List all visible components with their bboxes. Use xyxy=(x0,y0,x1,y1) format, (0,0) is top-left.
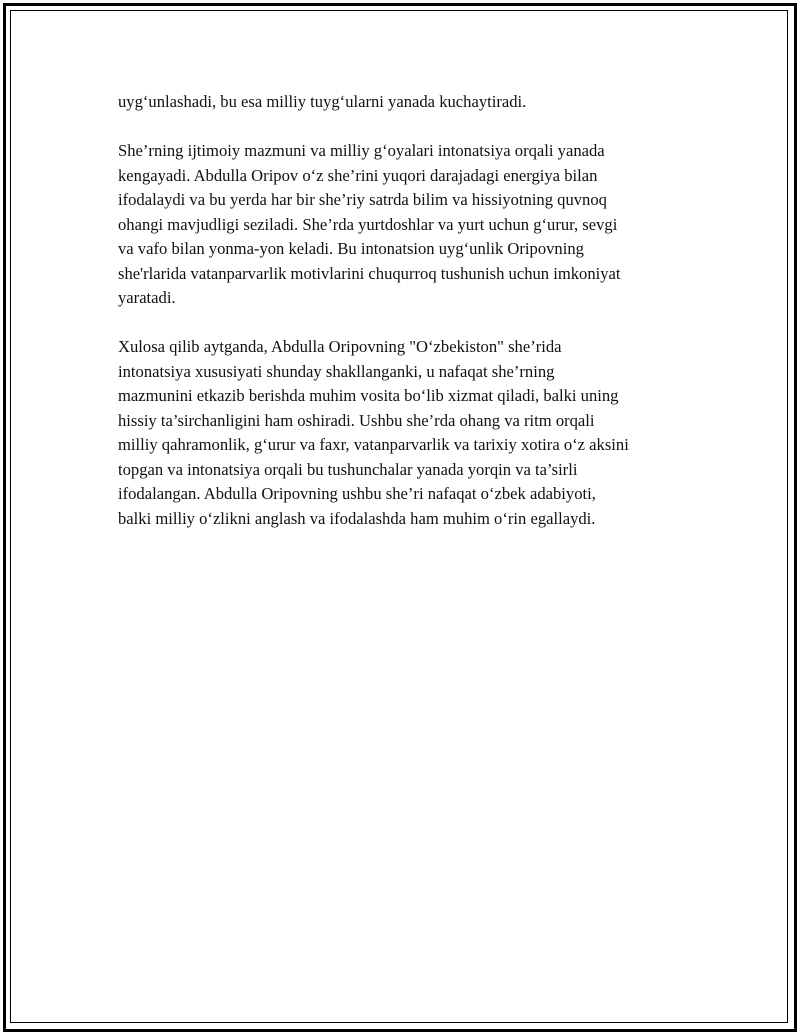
paragraph-1 xyxy=(118,90,698,115)
paragraph-line: va vafo bilan yonma-yon keladi. Bu intonatsion uyg‘unlik Oripovning xyxy=(118,239,584,258)
paragraph-line: She’rning ijtimoiy mazmuni va milliy g‘oyalari intonatsiya orqali yanada xyxy=(118,141,605,160)
paragraph-2 xyxy=(118,139,698,311)
paragraph-line: intonatsiya xususiyati shunday shakllanganki, u nafaqat she’rning xyxy=(118,361,555,381)
paragraph-line: Xulosa qilib aytganda, Abdulla Oripovning "O‘zbekiston" she’rida xyxy=(118,337,562,356)
paragraph-line: balki milliy o‘zlikni anglash va ifodalashda ham muhim o‘rin egallaydi. xyxy=(118,508,596,528)
paragraph-3 xyxy=(118,335,698,531)
paragraph-line: ohangi mavjudligi seziladi. She’rda yurtdoshlar va yurt uchun g‘urur, sevgi xyxy=(118,214,618,234)
paragraph-line: hissiy ta’sirchanligini ham oshiradi. Ushbu she’rda ohang va ritm orqali xyxy=(118,410,595,430)
paragraph-line: topgan va intonatsiya orqali bu tushunchalar yanada yorqin va ta’sirli xyxy=(118,459,578,479)
paragraph-line: uyg‘unlashadi, bu esa milliy tuyg‘ularni yanada kuchaytiradi. xyxy=(118,92,527,111)
paragraph-line: kengayadi. Abdulla Oripov o‘z she’rini yuqori darajadagi energiya bilan xyxy=(118,165,598,185)
paragraph-line: mazmunini etkazib berishda muhim vosita bo‘lib xizmat qiladi, balki uning xyxy=(118,386,619,405)
paragraph-line: she'rlarida vatanparvarlik motivlarini chuqurroq tushunish uchun imkoniyat xyxy=(118,263,621,283)
paragraph-line: milliy qahramonlik, g‘urur va faxr, vatanparvarlik va tarixiy xotira o‘z aksini xyxy=(118,435,629,454)
paragraph-line: ifodalaydi va bu yerda har bir she’riy satrda bilim va hissiyotning quvnoq xyxy=(118,190,607,209)
paragraph-line: yaratadi. xyxy=(118,288,176,307)
document-body xyxy=(118,90,698,556)
paragraph-line: ifodalangan. Abdulla Oripovning ushbu she’ri nafaqat o‘zbek adabiyoti, xyxy=(118,484,596,503)
